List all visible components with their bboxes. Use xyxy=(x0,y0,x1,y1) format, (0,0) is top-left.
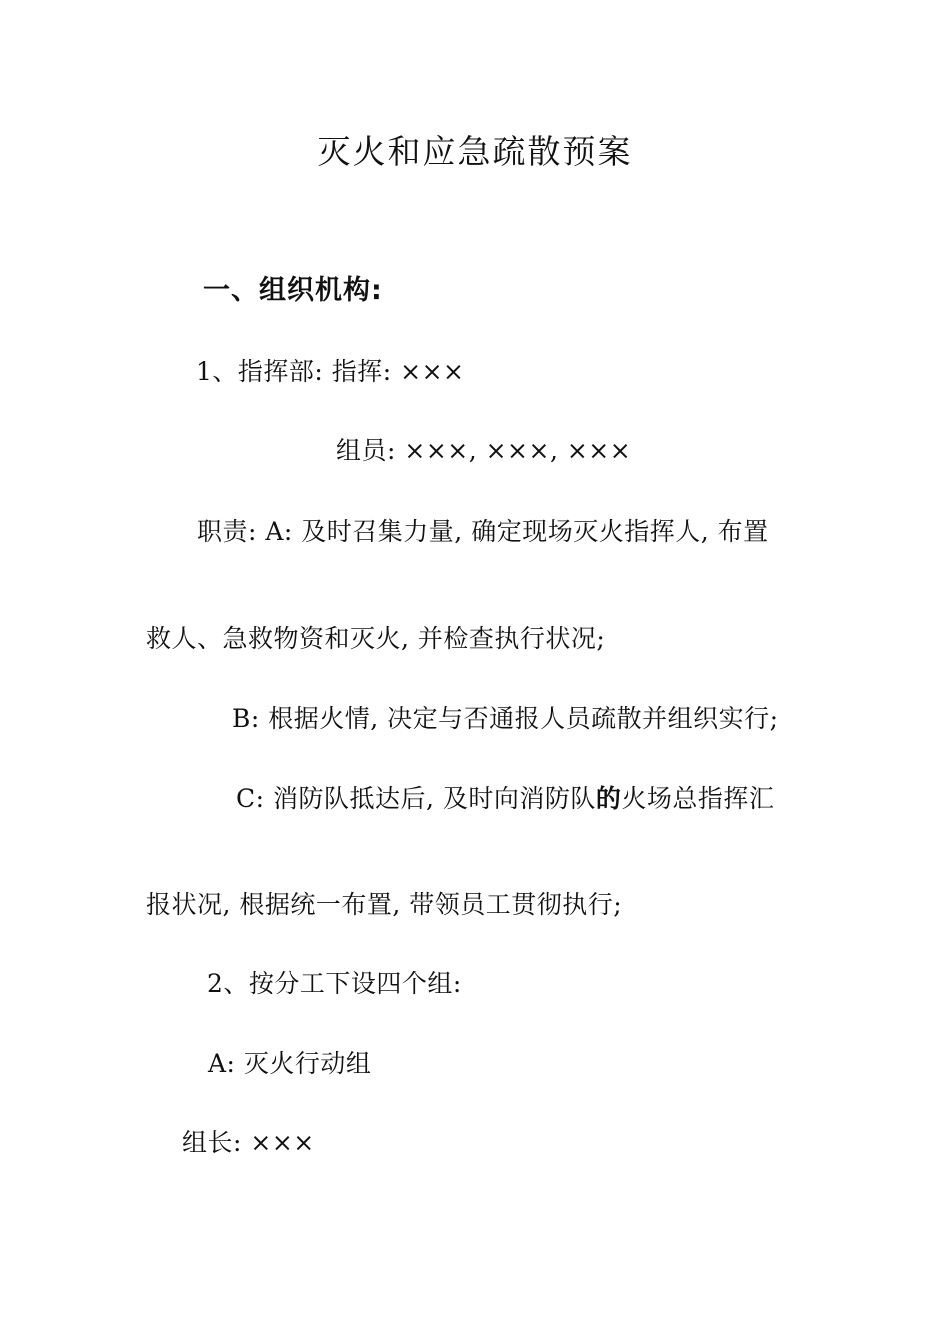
document-title: 灭火和应急疏散预案 xyxy=(317,132,633,171)
duty-c-line-2: 报状况, 根据统一布置, 带领员工贯彻执行; xyxy=(146,890,623,919)
duty-c-text-before: C: 消防队抵达后, 及时向消防队 xyxy=(236,784,596,813)
duty-a-line-1: 职责: A: 及时召集力量, 确定现场灭火指挥人, 布置 xyxy=(197,517,769,546)
duty-c-line-1 xyxy=(236,783,774,815)
duty-c-text-after: 火场总指挥汇 xyxy=(621,784,775,813)
section-heading-organization: 一、组织机构: xyxy=(203,275,383,306)
members-line: 组员: ×××, ×××, ××× xyxy=(336,436,632,465)
duty-c-bold-char: 的 xyxy=(595,784,622,813)
group-a-line: A: 灭火行动组 xyxy=(208,1049,372,1078)
group-a-leader-line: 组长: ××× xyxy=(182,1128,315,1157)
command-post-line: 1、指挥部: 指挥: ××× xyxy=(196,357,465,386)
duty-a-line-2: 救人、急救物资和灭火, 并检查执行状况; xyxy=(146,624,606,653)
duty-b-line: B: 根据火情, 决定与否通报人员疏散并组织实行; xyxy=(232,704,779,733)
groups-intro-line: 2、按分工下设四个组: xyxy=(207,969,462,998)
